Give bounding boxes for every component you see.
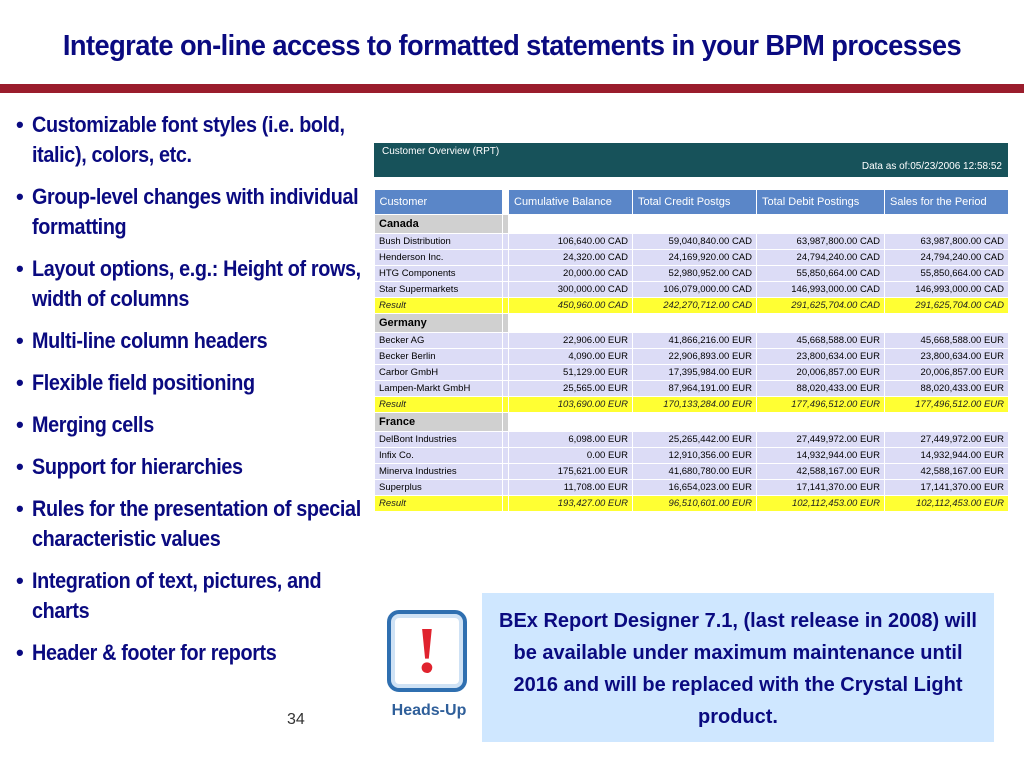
bullet-text: Integration of text, pictures, and charts [32, 568, 322, 623]
group-cell-empty [633, 314, 757, 333]
group-cell-empty [885, 215, 1009, 234]
value-cell: 55,850,664.00 CAD [757, 266, 885, 282]
value-cell: 87,964,191.00 EUR [633, 381, 757, 397]
value-cell: 45,668,588.00 EUR [757, 333, 885, 349]
bullet-dot: • [16, 184, 24, 209]
value-cell: 22,906.00 EUR [509, 333, 633, 349]
result-value-cell: 177,496,512.00 EUR [757, 397, 885, 413]
result-value-cell: 102,112,453.00 EUR [757, 496, 885, 512]
bullet-item [14, 110, 364, 170]
table-row[interactable] [375, 432, 1009, 448]
group-label: France [375, 413, 503, 432]
bullet-dot: • [16, 256, 24, 281]
report-date: Data as of:05/23/2006 12:58:52 [861, 161, 1002, 172]
value-cell: 88,020,433.00 EUR [757, 381, 885, 397]
value-cell: 4,090.00 EUR [509, 349, 633, 365]
value-cell: 22,906,893.00 EUR [633, 349, 757, 365]
bullet-item [14, 452, 364, 482]
value-cell: 146,993,000.00 CAD [757, 282, 885, 298]
value-cell: 16,654,023.00 EUR [633, 480, 757, 496]
table-row[interactable] [375, 266, 1009, 282]
bullet-text: Multi-line column headers [32, 328, 268, 353]
value-cell: 24,320.00 CAD [509, 250, 633, 266]
bullet-dot: • [16, 328, 24, 353]
value-cell: 11,708.00 EUR [509, 480, 633, 496]
group-cell-empty [885, 413, 1009, 432]
page-number: 34 [287, 711, 305, 728]
result-label: Result [375, 298, 503, 314]
report-body [375, 215, 1009, 512]
column-header-total-credit[interactable]: Total Credit Postgs [633, 190, 757, 215]
bullet-text: Merging cells [32, 412, 154, 437]
group-cell-empty [885, 314, 1009, 333]
heads-up-badge [383, 608, 475, 726]
value-cell: 0.00 EUR [509, 448, 633, 464]
column-header-sales[interactable]: Sales for the Period [885, 190, 1009, 215]
bullet-dot: • [16, 412, 24, 437]
customer-cell: Henderson Inc. [375, 250, 503, 266]
customer-cell: Infix Co. [375, 448, 503, 464]
group-cell-empty [757, 413, 885, 432]
bullet-text: Rules for the presentation of special characteristic values [32, 496, 361, 551]
table-row[interactable] [375, 250, 1009, 266]
column-header-customer[interactable]: Customer [375, 190, 503, 215]
bullet-item [14, 494, 364, 554]
table-row[interactable] [375, 349, 1009, 365]
customer-cell: Minerva Industries [375, 464, 503, 480]
report-table [374, 190, 1009, 512]
bullet-item [14, 410, 364, 440]
group-row[interactable] [375, 215, 1009, 234]
group-row[interactable] [375, 413, 1009, 432]
heads-up-label: Heads-Up [391, 702, 467, 719]
value-cell: 20,000.00 CAD [509, 266, 633, 282]
exclamation-mark: ! [416, 614, 438, 687]
bullet-item [14, 326, 364, 356]
bullet-item [14, 254, 364, 314]
column-header-row [375, 190, 1009, 215]
result-row[interactable] [375, 298, 1009, 314]
customer-cell: Carbor GmbH [375, 365, 503, 381]
value-cell: 25,565.00 EUR [509, 381, 633, 397]
maintenance-note: BEx Report Designer 7.1, (last release in 2008) will be available under maximum maintenance until 2016 and will be replaced with the Crystal Light product. [482, 593, 994, 742]
value-cell: 23,800,634.00 EUR [885, 349, 1009, 365]
group-cell-empty [633, 215, 757, 234]
group-cell-empty [757, 314, 885, 333]
value-cell: 146,993,000.00 CAD [885, 282, 1009, 298]
result-value-cell: 102,112,453.00 EUR [885, 496, 1009, 512]
value-cell: 27,449,972.00 EUR [757, 432, 885, 448]
value-cell: 17,141,370.00 EUR [757, 480, 885, 496]
table-row[interactable] [375, 234, 1009, 250]
table-row[interactable] [375, 381, 1009, 397]
result-value-cell: 96,510,601.00 EUR [633, 496, 757, 512]
result-label: Result [375, 496, 503, 512]
column-header-cumulative-balance[interactable]: Cumulative Balance [509, 190, 633, 215]
bullet-dot: • [16, 640, 24, 665]
value-cell: 63,987,800.00 CAD [757, 234, 885, 250]
group-label: Germany [375, 314, 503, 333]
feature-list [14, 110, 364, 680]
value-cell: 12,910,356.00 EUR [633, 448, 757, 464]
group-cell-empty [509, 413, 633, 432]
customer-cell: Star Supermarkets [375, 282, 503, 298]
value-cell: 17,395,984.00 EUR [633, 365, 757, 381]
value-cell: 17,141,370.00 EUR [885, 480, 1009, 496]
group-cell-empty [509, 215, 633, 234]
result-value-cell: 193,427.00 EUR [509, 496, 633, 512]
customer-cell: Lampen-Markt GmbH [375, 381, 503, 397]
value-cell: 106,640.00 CAD [509, 234, 633, 250]
customer-cell: HTG Components [375, 266, 503, 282]
bullet-text: Group-level changes with individual formatting [32, 184, 359, 239]
value-cell: 51,129.00 EUR [509, 365, 633, 381]
group-cell-empty [757, 215, 885, 234]
value-cell: 27,449,972.00 EUR [885, 432, 1009, 448]
bullet-item [14, 182, 364, 242]
bullet-text: Customizable font styles (i.e. bold, italic), colors, etc. [32, 112, 345, 167]
table-row[interactable] [375, 333, 1009, 349]
value-cell: 52,980,952.00 CAD [633, 266, 757, 282]
value-cell: 24,794,240.00 CAD [885, 250, 1009, 266]
value-cell: 25,265,442.00 EUR [633, 432, 757, 448]
value-cell: 41,680,780.00 EUR [633, 464, 757, 480]
value-cell: 20,006,857.00 EUR [757, 365, 885, 381]
value-cell: 45,668,588.00 EUR [885, 333, 1009, 349]
result-value-cell: 103,690.00 EUR [509, 397, 633, 413]
value-cell: 42,588,167.00 EUR [885, 464, 1009, 480]
group-label: Canada [375, 215, 503, 234]
result-value-cell: 170,133,284.00 EUR [633, 397, 757, 413]
value-cell: 23,800,634.00 EUR [757, 349, 885, 365]
value-cell: 6,098.00 EUR [509, 432, 633, 448]
value-cell: 300,000.00 CAD [509, 282, 633, 298]
value-cell: 14,932,944.00 EUR [757, 448, 885, 464]
value-cell: 24,794,240.00 CAD [757, 250, 885, 266]
bullet-dot: • [16, 370, 24, 395]
exclamation-icon [387, 610, 467, 692]
result-value-cell: 450,960.00 CAD [509, 298, 633, 314]
bullet-item [14, 638, 364, 668]
table-row[interactable] [375, 464, 1009, 480]
bullet-text: Layout options, e.g.: Height of rows, width of columns [32, 256, 361, 311]
result-value-cell: 177,496,512.00 EUR [885, 397, 1009, 413]
value-cell: 59,040,840.00 CAD [633, 234, 757, 250]
customer-cell: DelBont Industries [375, 432, 503, 448]
value-cell: 14,932,944.00 EUR [885, 448, 1009, 464]
value-cell: 55,850,664.00 CAD [885, 266, 1009, 282]
result-label: Result [375, 397, 503, 413]
bullet-text: Support for hierarchies [32, 454, 243, 479]
value-cell: 42,588,167.00 EUR [757, 464, 885, 480]
result-value-cell: 291,625,704.00 CAD [757, 298, 885, 314]
value-cell: 41,866,216.00 EUR [633, 333, 757, 349]
value-cell: 88,020,433.00 EUR [885, 381, 1009, 397]
table-row[interactable] [375, 365, 1009, 381]
bullet-text: Header & footer for reports [32, 640, 277, 665]
customer-cell: Superplus [375, 480, 503, 496]
result-value-cell: 291,625,704.00 CAD [885, 298, 1009, 314]
customer-cell: Bush Distribution [375, 234, 503, 250]
result-row[interactable] [375, 397, 1009, 413]
value-cell: 63,987,800.00 CAD [885, 234, 1009, 250]
customer-cell: Becker Berlin [375, 349, 503, 365]
table-row[interactable] [375, 282, 1009, 298]
group-row[interactable] [375, 314, 1009, 333]
column-header-total-debit[interactable]: Total Debit Postings [757, 190, 885, 215]
bullet-dot: • [16, 496, 24, 521]
group-cell-empty [509, 314, 633, 333]
bullet-item [14, 368, 364, 398]
value-cell: 106,079,000.00 CAD [633, 282, 757, 298]
report-header-bar [374, 143, 1008, 177]
bullet-dot: • [16, 112, 24, 137]
bullet-dot: • [16, 454, 24, 479]
slide-title: Integrate on-line access to formatted statements in your BPM processes [62, 30, 962, 62]
result-value-cell: 242,270,712.00 CAD [633, 298, 757, 314]
customer-cell: Becker AG [375, 333, 503, 349]
bullet-item [14, 566, 364, 626]
result-row[interactable] [375, 496, 1009, 512]
report-name: Customer Overview (RPT) [382, 146, 500, 157]
value-cell: 175,621.00 EUR [509, 464, 633, 480]
title-divider [0, 84, 1024, 93]
group-cell-empty [633, 413, 757, 432]
bullet-text: Flexible field positioning [32, 370, 255, 395]
table-row[interactable] [375, 480, 1009, 496]
value-cell: 24,169,920.00 CAD [633, 250, 757, 266]
value-cell: 20,006,857.00 EUR [885, 365, 1009, 381]
bullet-dot: • [16, 568, 24, 593]
table-row[interactable] [375, 448, 1009, 464]
